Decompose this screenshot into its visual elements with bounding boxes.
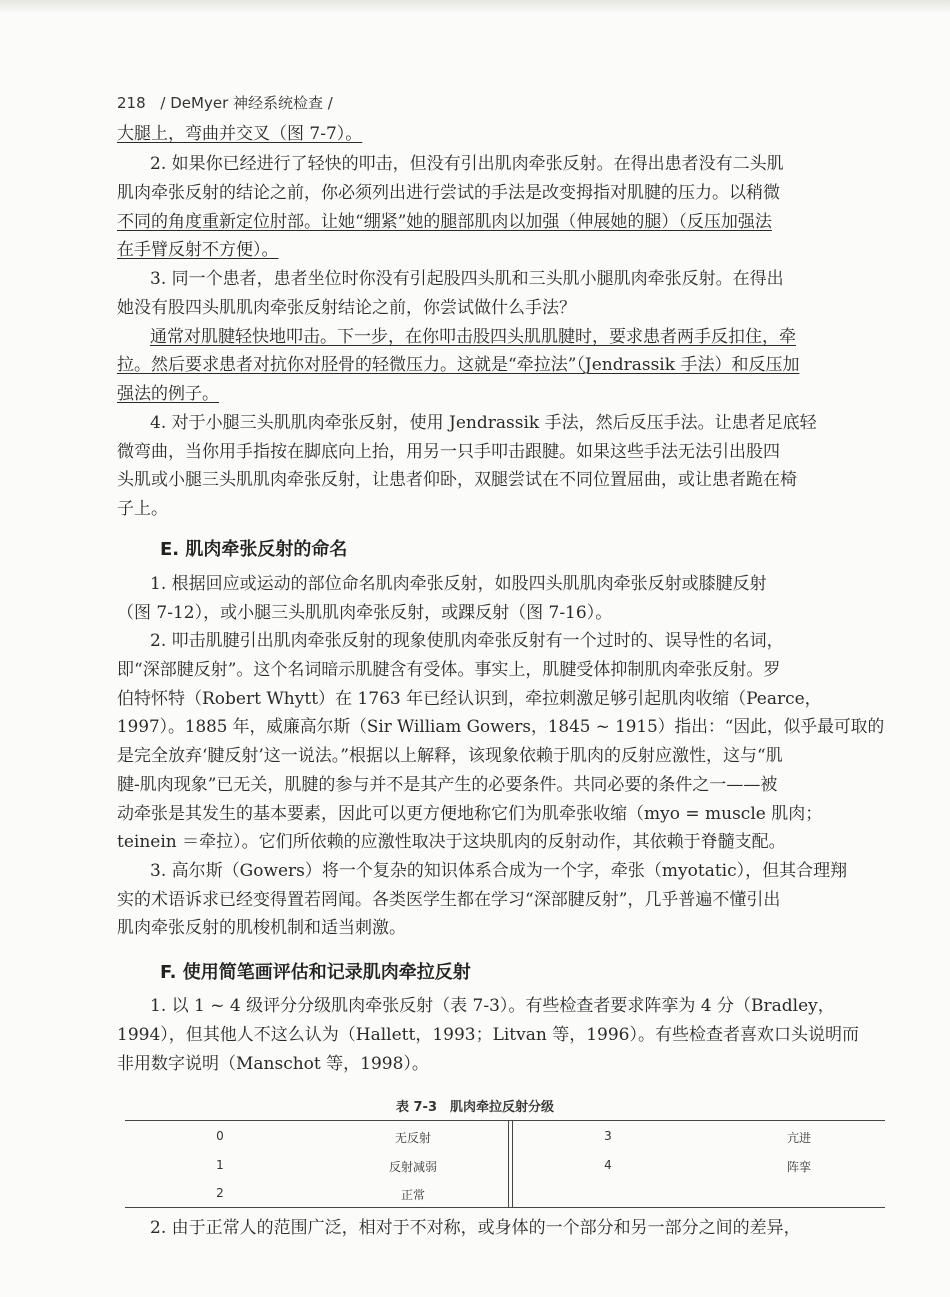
text-line: 动牵张是其发生的基本要素，因此可以更方便地称它们为肌牵张收缩（myo = muscle 肌肉；	[117, 804, 823, 824]
table-cell-desc: 阵挛	[786, 1160, 812, 1174]
text-line: 微弯曲，当你用手指按在脚底向上抬，用另一只手叩击跟腱。如果这些手法无法引出股四	[117, 442, 780, 462]
table-cell-desc: 亢进	[786, 1131, 812, 1145]
section-heading-e: E. 肌肉牵张反射的命名	[160, 539, 348, 560]
text-line: 实的术语诉求已经变得置若罔闻。各类医学生都在学习“深部腱反射”，几乎普遍不懂引出	[117, 890, 781, 910]
text-line: 即“深部腱反射”。这个名词暗示肌腱含有受体。事实上，肌腱受体抑制肌肉牵张反射。罗	[117, 660, 781, 680]
table-cell-desc: 正常	[400, 1188, 426, 1202]
table-caption: 表 7-3 肌肉牵拉反射分级	[395, 1100, 554, 1115]
text-line: 肌肉牵张反射的结论之前，你必须列出进行尝试的手法是改变拇指对肌腱的压力。以稍微	[117, 183, 780, 203]
text-line: teinein ＝牵拉）。它们所依赖的应激性取决于这块肌肉的反射动作，其依赖于脊髓支配。	[117, 832, 786, 852]
text-line: 1. 以 1 ~ 4 级评分分级肌肉牵张反射（表 7-3）。有些检查者要求阵挛为 4 分（Bradley，	[150, 996, 835, 1016]
text-line: 1. 根据回应或运动的部位命名肌肉牵张反射，如股四头肌肌肉牵张反射或膝腱反射	[150, 574, 767, 594]
table-cell-grade: 0	[216, 1129, 224, 1143]
text-line: 非用数字说明（Manschot 等，1998）。	[117, 1054, 429, 1074]
reflex-grade-table	[125, 1120, 885, 1208]
text-line: 大腿上，弯曲并交叉（图 7-7）。	[117, 124, 363, 144]
text-line: 不同的角度重新定位肘部。让她“绷紧”她的腿部肌肉以加强（伸展她的腿）（反压加强法	[117, 212, 772, 232]
table-cell-grade: 4	[604, 1158, 612, 1172]
text-line: 4. 对于小腿三头肌肌肉牵张反射，使用 Jendrassik 手法，然后反压手法。让患者足底轻	[150, 413, 817, 433]
page-number: 218	[117, 94, 146, 112]
running-title: / DeMyer 神经系统检查 /	[160, 94, 333, 112]
table-divider	[512, 1121, 513, 1207]
text-line: 她没有股四头肌肌肉牵张反射结论之前，你尝试做什么手法？	[117, 298, 576, 318]
text-line: 是完全放弃‘腱反射’这一说法。”根据以上解释，该现象依赖于肌肉的反射应激性，这与“肌	[117, 746, 783, 766]
section-heading-f: F. 使用简笔画评估和记录肌肉牵拉反射	[160, 962, 471, 983]
running-header	[117, 92, 333, 113]
text-line: 2. 由于正常人的范围广泛，相对于不对称，或身体的一个部分和另一部分之间的差异，	[150, 1218, 801, 1238]
text-line: 2. 叩击肌腱引出肌肉牵张反射的现象使肌肉牵张反射有一个过时的、误导性的名词，	[150, 631, 784, 651]
text-line: 伯特怀特（Robert Whytt）在 1763 年已经认识到，牵拉刺激足够引起肌肉收缩（Pearce，	[117, 689, 822, 709]
table-cell-desc: 无反射	[394, 1131, 432, 1145]
table-divider	[508, 1121, 509, 1207]
text-line: 1994），但其他人不这么认为（Hallett，1993；Litvan 等，1996）。有些检查者喜欢口头说明而	[117, 1025, 859, 1045]
text-line: 1997）。1885 年，威廉高尔斯（Sir William Gowers，1845 ~ 1915）指出：“因此，似乎最可取的	[117, 717, 885, 737]
text-line: 头肌或小腿三头肌肌肉牵张反射，让患者仰卧，双腿尝试在不同位置屈曲，或让患者跪在椅	[117, 470, 797, 490]
text-line: 通常对肌腱轻快地叩击。下一步，在你叩击股四头肌肌腱时，要求患者两手反扣住，牵	[150, 327, 796, 347]
text-line: 在手臂反射不方便）。	[117, 240, 279, 260]
text-line: 拉。然后要求患者对抗你对胫骨的轻微压力。这就是“牵拉法”（Jendrassik 手法）和反压加	[117, 355, 800, 375]
table-cell-grade: 2	[216, 1186, 224, 1200]
text-line: 3. 高尔斯（Gowers）将一个复杂的知识体系合成为一个字，牵张（myotatic），但其合理翔	[150, 861, 848, 881]
table-cell-grade: 1	[216, 1158, 224, 1172]
text-line: （图 7-12），或小腿三头肌肌肉牵张反射，或踝反射（图 7-16）。	[117, 603, 613, 623]
table-cell-grade: 3	[604, 1129, 612, 1143]
text-line: 子上。	[117, 499, 168, 519]
text-line: 3. 同一个患者，患者坐位时你没有引起股四头肌和三头肌小腿肌肉牵张反射。在得出	[150, 269, 784, 289]
table-cell-desc: 反射减弱	[388, 1160, 438, 1174]
text-line: 肌肉牵张反射的肌梭机制和适当刺激。	[117, 918, 406, 938]
text-line: 强法的例子。	[117, 384, 219, 404]
text-line: 2. 如果你已经进行了轻快的叩击，但没有引出肌肉牵张反射。在得出患者没有二头肌	[150, 154, 784, 174]
page-top-shadow	[0, 0, 950, 14]
text-line: 腱-肌肉现象”已无关，肌腱的参与并不是其产生的必要条件。共同必要的条件之一——被	[117, 775, 778, 795]
